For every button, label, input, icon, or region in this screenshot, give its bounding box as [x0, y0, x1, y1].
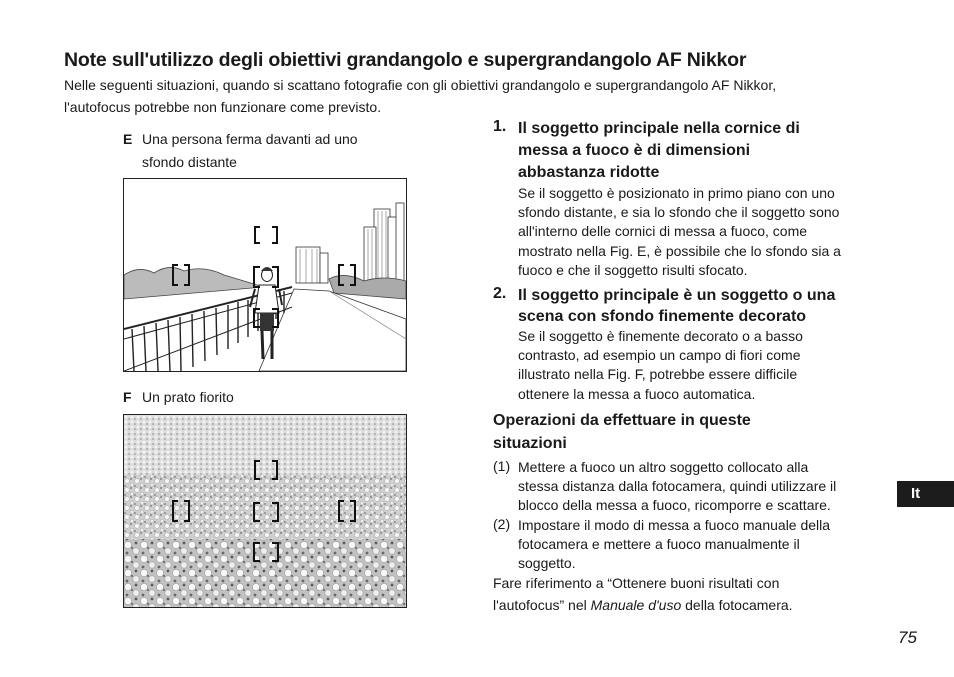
figure-f-caption-text: Un prato fiorito	[142, 389, 234, 405]
figure-f-caption	[123, 386, 423, 409]
operations-step-1-number: (1)	[493, 458, 511, 474]
operations-step-line: stessa distanza dalla fotocamera, quindi utilizzare il	[518, 478, 837, 495]
figure-e-illustration	[123, 178, 407, 372]
figure-e-caption-line: sfondo distante	[142, 154, 237, 170]
closing-text-pre: l'autofocus” nel	[493, 597, 591, 613]
item-1-body-line: mostrato nella Fig. E, è possibile che lo sfondo sia a	[518, 242, 841, 259]
figure-e-caption	[123, 128, 423, 176]
intro-paragraph	[64, 74, 904, 118]
language-tab: It	[897, 481, 954, 507]
item-2-body-line: contrasto, ad esempio un campo di fiori come	[518, 347, 801, 364]
item-2-body-line: illustrato nella Fig. F, potrebbe essere difficile	[518, 366, 798, 383]
intro-line: l'autofocus potrebbe non funzionare come previsto.	[64, 99, 382, 115]
intro-line: Nelle seguenti situazioni, quando si scattano fotografie con gli obiettivi grandangolo e supergrandangolo AF Nikkor,	[64, 77, 777, 93]
operations-title	[493, 409, 751, 455]
figure-e-caption-line: Una persona ferma davanti ad uno	[142, 131, 358, 147]
page-number: 75	[898, 628, 917, 647]
operations-title-line: Operazioni da effettuare in queste	[493, 412, 751, 429]
item-2-number: 2.	[493, 285, 507, 302]
item-1-number: 1.	[493, 118, 507, 135]
operations-step-1-text	[518, 458, 836, 516]
item-1-title-line: abbastanza ridotte	[518, 164, 660, 181]
manual-reference: Manuale d'uso	[590, 597, 682, 613]
operations-step-line: Mettere a fuoco un altro soggetto collocato alla	[518, 459, 809, 475]
item-1-body-line: sfondo distante, e sia lo sfondo che il soggetto sono	[518, 204, 840, 221]
item-2-body	[518, 327, 803, 404]
page-heading: Note sull'utilizzo degli obiettivi grandangolo e supergrandangolo AF Nikkor	[64, 49, 747, 71]
item-1-body	[518, 184, 841, 280]
operations-step-line: fotocamera e mettere a fuoco manualmente il	[518, 536, 800, 553]
item-1-body-line: all'interno delle cornici di messa a fuoco, come	[518, 223, 808, 240]
figure-f-illustration	[123, 414, 407, 608]
item-2-title-line: scena con sfondo finemente decorato	[518, 308, 807, 325]
item-2-body-line: Se il soggetto è finemente decorato o a basso	[518, 328, 803, 344]
operations-step-2-number: (2)	[493, 516, 511, 532]
figure-f-letter: F	[123, 389, 132, 405]
closing-line	[493, 594, 793, 616]
operations-step-line: blocco della messa a fuoco, ricomporre e scattare.	[518, 497, 831, 514]
closing-paragraph	[493, 572, 793, 616]
item-1-body-line: fuoco e che il soggetto risulti sfocato.	[518, 261, 748, 278]
item-1-body-line: Se il soggetto è posizionato in primo piano con uno	[518, 185, 835, 201]
operations-title-line: situazioni	[493, 435, 567, 452]
item-2-title-line: Il soggetto principale è un soggetto o una	[518, 287, 836, 304]
operations-step-2-text	[518, 516, 830, 574]
item-2-body-line: ottenere la messa a fuoco automatica.	[518, 385, 756, 402]
item-1-title-line: Il soggetto principale nella cornice di	[518, 120, 800, 137]
operations-step-line: Impostare il modo di messa a fuoco manuale della	[518, 517, 831, 533]
item-1-title-line: messa a fuoco è di dimensioni	[518, 142, 751, 159]
figure-e-letter: E	[123, 131, 133, 147]
operations-step-line: soggetto.	[518, 555, 576, 572]
closing-line: Fare riferimento a “Ottenere buoni risultati con	[493, 575, 780, 591]
closing-text-post: della fotocamera.	[681, 597, 793, 613]
